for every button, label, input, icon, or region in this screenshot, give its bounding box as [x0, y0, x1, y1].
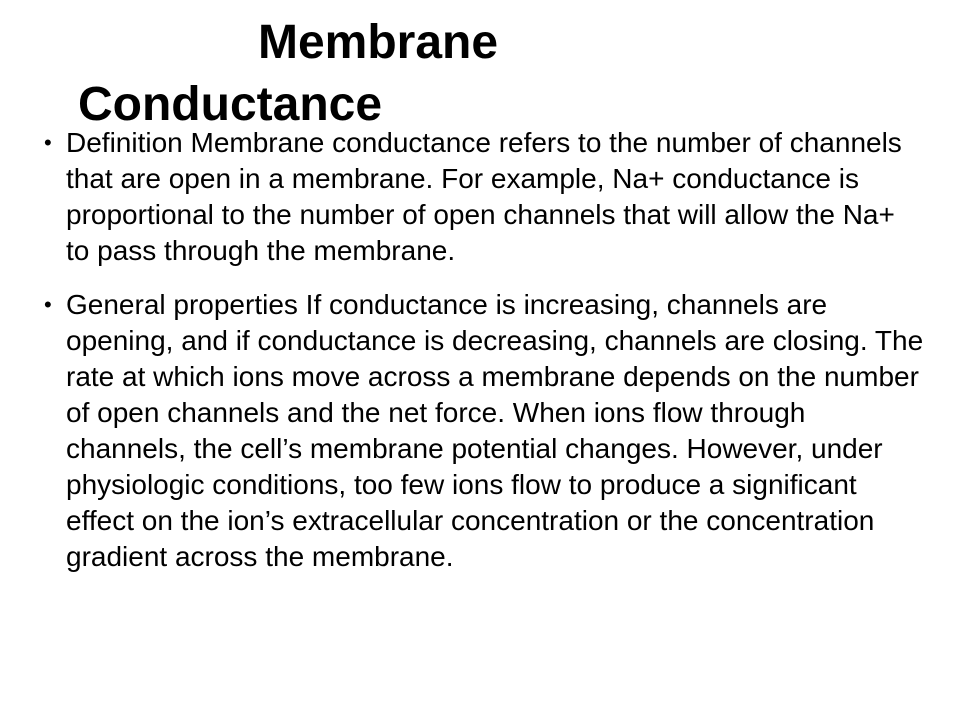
bullet-icon: • — [44, 130, 52, 155]
bullet-general-properties — [40, 287, 925, 575]
bullet-icon: • — [44, 292, 52, 317]
bullet-text-definition: Definition Membrane conductance refers to the number of channels that are open in a membrane. For example, Na+ conductance is proportional to the number of open channels that will allow the Na+ to pass through the membrane. — [66, 127, 902, 266]
bullet-text-general-properties: General properties If conductance is increasing, channels are opening, and if conductance is decreasing, channels are closing. The rate at which ions move across a membrane depends on the number of open channels and the net force. When ions flow through channels, the cell’s membrane potential changes. However, under physiologic conditions, too few ions flow to produce a significant effect on the ion’s extracellular concentration or the concentration gradient across the membrane. — [66, 289, 924, 572]
slide-title — [78, 12, 598, 136]
bullet-list — [40, 125, 925, 575]
title-line-1: Membrane — [258, 16, 499, 69]
title-line-2: Conductance — [78, 78, 383, 131]
bullet-definition — [40, 125, 925, 269]
